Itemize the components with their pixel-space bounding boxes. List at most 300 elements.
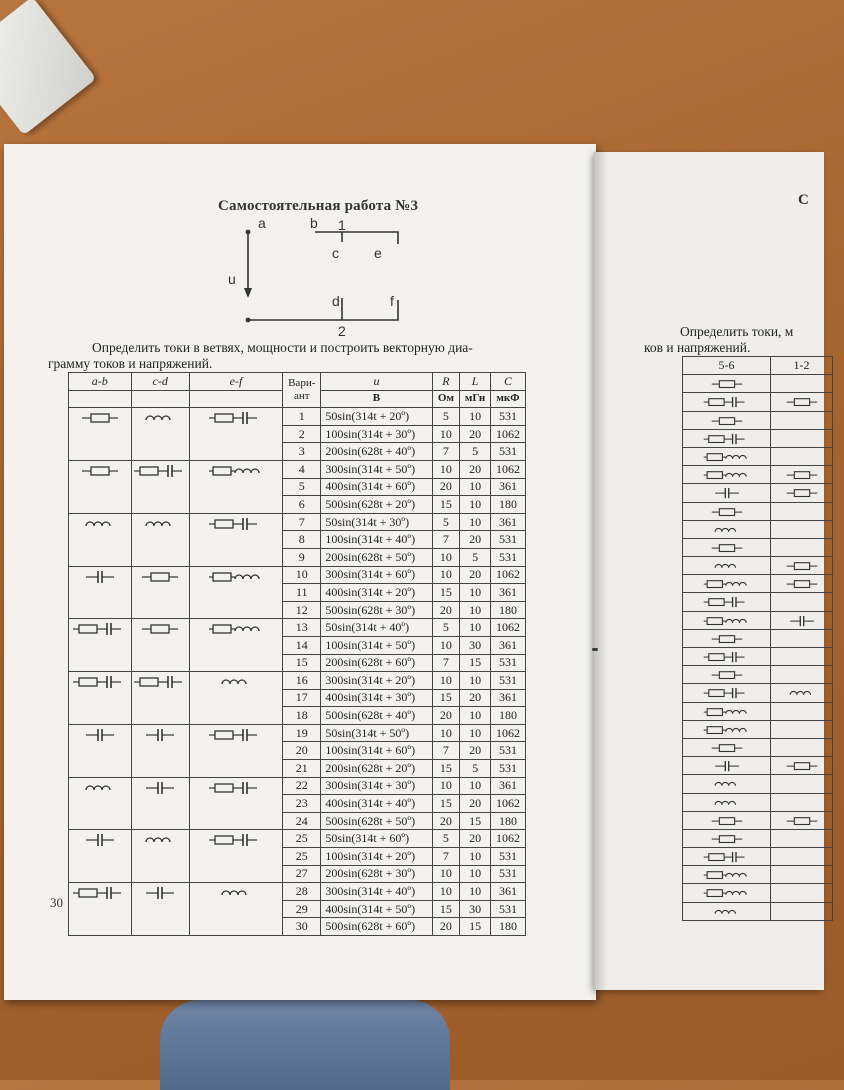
resistor-symbol-icon: [785, 561, 819, 571]
inductance-cell: 20: [460, 460, 491, 478]
branch-cd-cell: [131, 724, 189, 777]
branch-56-cell: [683, 593, 771, 611]
variant-cell: 29: [283, 900, 321, 918]
resistor-capacitor-symbol-icon: [702, 652, 751, 662]
inductance-cell: 5: [460, 760, 491, 778]
branch-12-cell: [771, 884, 833, 902]
right-table-row: [683, 902, 833, 920]
branch-ab-cell: [69, 724, 132, 777]
resistance-cell: 10: [432, 636, 460, 654]
capacitance-cell: 531: [490, 900, 525, 918]
inductor-symbol-icon: [710, 779, 744, 789]
capacitance-cell: 531: [490, 848, 525, 866]
branch-12-cell: [771, 393, 833, 411]
inductance-cell: 10: [460, 619, 491, 637]
branch-12-cell: [771, 666, 833, 684]
node-label-c: c: [332, 245, 339, 261]
inductance-cell: 10: [460, 496, 491, 514]
capacitance-cell: 1062: [490, 425, 525, 443]
branch-12-cell: [771, 429, 833, 447]
capacitor-symbol-icon: [785, 616, 819, 626]
table-row: [69, 724, 526, 742]
resistor-inductor-symbol-icon: [207, 623, 265, 635]
inductance-cell: 10: [460, 601, 491, 619]
resistor-symbol-icon: [710, 416, 744, 426]
resistor-capacitor-symbol-icon: [71, 887, 129, 899]
right-table-row: [683, 684, 833, 702]
table-row: [69, 408, 526, 426]
voltage-cell: 100sin(314t + 60º): [321, 742, 432, 760]
right-table-row: [683, 666, 833, 684]
resistance-cell: 15: [432, 760, 460, 778]
variant-cell: 4: [283, 460, 321, 478]
branch-12-cell: [771, 684, 833, 702]
resistor-symbol-icon: [140, 571, 180, 583]
header-ef: e-f: [189, 373, 282, 391]
branch-12-cell: [771, 720, 833, 738]
node-label-e: e: [374, 245, 382, 261]
resistor-capacitor-symbol-icon: [702, 852, 751, 862]
right-task-line-1: Определить токи, м: [680, 324, 794, 339]
resistor-symbol-icon: [710, 543, 744, 553]
voltage-cell: 300sin(314t + 60º): [321, 566, 432, 584]
capacitor-symbol-icon: [140, 887, 180, 899]
branch-cd-cell: [131, 883, 189, 936]
branch-12-cell: [771, 611, 833, 629]
resistor-symbol-icon: [80, 412, 120, 424]
voltage-cell: 100sin(314t + 50º): [321, 636, 432, 654]
branch-12-cell: [771, 484, 833, 502]
capacitance-cell: 180: [490, 707, 525, 725]
branch-ef-cell: [189, 513, 282, 566]
capacitor-symbol-icon: [140, 782, 180, 794]
resistance-cell: 20: [432, 601, 460, 619]
branch-56-cell: [683, 757, 771, 775]
variant-cell: 13: [283, 619, 321, 637]
capacitance-cell: 1062: [490, 619, 525, 637]
unit-r: Ом: [432, 390, 460, 408]
resistor-symbol-icon: [80, 465, 120, 477]
resistance-cell: 20: [432, 812, 460, 830]
variant-cell: 6: [283, 496, 321, 514]
resistance-cell: 5: [432, 513, 460, 531]
inductance-cell: 20: [460, 795, 491, 813]
resistor-capacitor-symbol-icon: [71, 623, 129, 635]
capacitance-cell: 361: [490, 584, 525, 602]
variant-cell: 7: [283, 513, 321, 531]
resistor-inductor-symbol-icon: [702, 579, 751, 589]
resistance-cell: 15: [432, 900, 460, 918]
variant-cell: 23: [283, 795, 321, 813]
voltage-cell: 200sin(628t + 30º): [321, 865, 432, 883]
capacitance-cell: 531: [490, 760, 525, 778]
variant-cell: 25: [283, 830, 321, 848]
capacitance-cell: 531: [490, 443, 525, 461]
right-task-line-2: ков и напряжений.: [644, 340, 751, 355]
table-row: [69, 566, 526, 584]
resistance-cell: 15: [432, 584, 460, 602]
branch-ab-cell: [69, 777, 132, 830]
branch-56-cell: [683, 848, 771, 866]
inductance-cell: 10: [460, 478, 491, 496]
capacitance-cell: 531: [490, 548, 525, 566]
resistor-symbol-icon: [785, 470, 819, 480]
branch-56-cell: [683, 702, 771, 720]
branch-56-cell: [683, 793, 771, 811]
branch-cd-cell: [131, 777, 189, 830]
inductor-symbol-icon: [710, 561, 744, 571]
variant-cell: 14: [283, 636, 321, 654]
right-table-row: [683, 884, 833, 902]
inductance-cell: 30: [460, 636, 491, 654]
page-number: 30: [50, 895, 63, 910]
resistance-cell: 10: [432, 724, 460, 742]
branch-56-cell: [683, 538, 771, 556]
right-table-row: [683, 648, 833, 666]
right-table-row: [683, 629, 833, 647]
capacitance-cell: 531: [490, 742, 525, 760]
branch-12-cell: [771, 866, 833, 884]
header-cd: c-d: [131, 373, 189, 391]
branch-12-cell: [771, 702, 833, 720]
resistance-cell: 5: [432, 619, 460, 637]
node-2-dot: [246, 318, 251, 323]
inductance-cell: 10: [460, 777, 491, 795]
resistance-cell: 10: [432, 425, 460, 443]
branch-cd-cell: [131, 408, 189, 461]
inductor-symbol-icon: [710, 907, 744, 917]
capacitance-cell: 531: [490, 654, 525, 672]
branch-ef-cell: [189, 566, 282, 619]
variant-cell: 15: [283, 654, 321, 672]
resistor-capacitor-symbol-icon: [207, 729, 265, 741]
branch-12-cell: [771, 375, 833, 393]
branch-cd-cell: [131, 460, 189, 513]
branch-12-cell: [771, 775, 833, 793]
right-table-row: [683, 775, 833, 793]
variant-cell: 22: [283, 777, 321, 795]
table-row: [69, 830, 526, 848]
right-table-row: [683, 502, 833, 520]
inductor-symbol-icon: [785, 688, 819, 698]
resistor-inductor-symbol-icon: [702, 870, 751, 880]
voltage-cell: 500sin(628t + 30º): [321, 601, 432, 619]
resistance-cell: 20: [432, 707, 460, 725]
variant-cell: 1: [283, 408, 321, 426]
right-header-56: 5-6: [683, 357, 771, 375]
right-table-row: [683, 611, 833, 629]
branch-cd-cell: [131, 830, 189, 883]
voltage-cell: 100sin(314t + 20º): [321, 848, 432, 866]
inductance-cell: 15: [460, 918, 491, 936]
capacitance-cell: 361: [490, 636, 525, 654]
voltage-cell: 500sin(628t + 40º): [321, 707, 432, 725]
table-row: [69, 619, 526, 637]
capacitor-symbol-icon: [710, 488, 744, 498]
inductance-cell: 20: [460, 742, 491, 760]
variants-table: [68, 372, 526, 936]
branch-ab-cell: [69, 566, 132, 619]
header-c: C: [490, 373, 525, 391]
eraser: [0, 0, 96, 135]
branch-12-cell: [771, 538, 833, 556]
voltage-cell: 300sin(314t + 40º): [321, 883, 432, 901]
capacitance-cell: 361: [490, 478, 525, 496]
right-table-row: [683, 793, 833, 811]
inductance-cell: 10: [460, 724, 491, 742]
capacitor-symbol-icon: [140, 729, 180, 741]
right-table-row: [683, 829, 833, 847]
task-line-2: грамму токов и напряжений.: [48, 356, 213, 371]
units-empty-ab: [69, 390, 132, 408]
branch-ef-cell: [189, 830, 282, 883]
resistance-cell: 7: [432, 742, 460, 760]
header-ab: a-b: [69, 373, 132, 391]
resistance-cell: 7: [432, 654, 460, 672]
voltage-cell: 100sin(314t + 30º): [321, 425, 432, 443]
right-table-row: [683, 575, 833, 593]
right-table-row: [683, 738, 833, 756]
voltage-cell: 50sin(314t + 30º): [321, 513, 432, 531]
voltage-cell: 400sin(314t + 50º): [321, 900, 432, 918]
branch-12-cell: [771, 629, 833, 647]
inductance-cell: 15: [460, 654, 491, 672]
branch-56-cell: [683, 811, 771, 829]
resistor-symbol-icon: [710, 507, 744, 517]
variant-cell: 5: [283, 478, 321, 496]
variant-cell: 3: [283, 443, 321, 461]
inductance-cell: 20: [460, 531, 491, 549]
table-row: [69, 672, 526, 690]
right-table-row: [683, 557, 833, 575]
branch-12-cell: [771, 502, 833, 520]
resistance-cell: 20: [432, 478, 460, 496]
capacitance-cell: 180: [490, 601, 525, 619]
right-header-12: 1-2: [771, 357, 833, 375]
resistance-cell: 10: [432, 865, 460, 883]
voltage-cell: 500sin(628t + 60º): [321, 918, 432, 936]
voltage-cell: 100sin(314t + 40º): [321, 531, 432, 549]
branch-ef-cell: [189, 883, 282, 936]
branch-12-cell: [771, 757, 833, 775]
voltage-cell: 50sin(314t + 40º): [321, 619, 432, 637]
voltage-cell: 300sin(314t + 20º): [321, 672, 432, 690]
resistance-cell: 10: [432, 460, 460, 478]
resistor-symbol-icon: [710, 743, 744, 753]
variant-cell: 9: [283, 548, 321, 566]
inductance-cell: 5: [460, 443, 491, 461]
branch-56-cell: [683, 884, 771, 902]
branch-56-cell: [683, 866, 771, 884]
right-table-row: [683, 466, 833, 484]
branch-56-cell: [683, 775, 771, 793]
voltage-cell: 400sin(314t + 30º): [321, 689, 432, 707]
resistor-inductor-symbol-icon: [702, 616, 751, 626]
branch-12-cell: [771, 848, 833, 866]
branch-56-cell: [683, 411, 771, 429]
capacitance-cell: 1062: [490, 724, 525, 742]
branch-12-cell: [771, 593, 833, 611]
resistance-cell: 7: [432, 848, 460, 866]
node-label-1: 1: [338, 217, 346, 233]
header-r: R: [432, 373, 460, 391]
voltage-cell: 50sin(314t + 60º): [321, 830, 432, 848]
resistance-cell: 5: [432, 408, 460, 426]
capacitance-cell: 361: [490, 883, 525, 901]
unit-c: мкФ: [490, 390, 525, 408]
voltage-cell: 50sin(314t + 50º): [321, 724, 432, 742]
node-label-f: f: [390, 293, 394, 309]
voltage-cell: 300sin(314t + 30º): [321, 777, 432, 795]
branch-ef-cell: [189, 619, 282, 672]
branch-cd-cell: [131, 513, 189, 566]
variant-cell: 8: [283, 531, 321, 549]
circuit-bottom-wire: [248, 300, 398, 320]
node-label-b: b: [310, 215, 318, 231]
branch-cd-cell: [131, 672, 189, 725]
inductance-cell: 10: [460, 584, 491, 602]
inductor-symbol-icon: [80, 782, 120, 794]
voltage-cell: 200sin(628t + 20º): [321, 760, 432, 778]
resistor-capacitor-symbol-icon: [207, 518, 265, 530]
capacitance-cell: 1062: [490, 460, 525, 478]
voltage-cell: 400sin(314t + 20º): [321, 584, 432, 602]
capacitance-cell: 361: [490, 777, 525, 795]
inductance-cell: 20: [460, 566, 491, 584]
branch-56-cell: [683, 575, 771, 593]
resistor-capacitor-symbol-icon: [71, 676, 129, 688]
branch-12-cell: [771, 575, 833, 593]
branch-56-cell: [683, 520, 771, 538]
resistance-cell: 10: [432, 672, 460, 690]
branch-56-cell: [683, 429, 771, 447]
resistor-inductor-symbol-icon: [702, 707, 751, 717]
resistor-symbol-icon: [710, 379, 744, 389]
inductance-cell: 10: [460, 672, 491, 690]
voltage-arrow: [244, 288, 252, 298]
right-table-row: [683, 757, 833, 775]
resistor-symbol-icon: [785, 816, 819, 826]
branch-56-cell: [683, 666, 771, 684]
branch-12-cell: [771, 411, 833, 429]
resistor-capacitor-symbol-icon: [132, 676, 190, 688]
capacitance-cell: 180: [490, 918, 525, 936]
resistor-capacitor-symbol-icon: [207, 834, 265, 846]
page-title: Самостоятельная работа №3: [218, 198, 419, 214]
resistance-cell: 15: [432, 795, 460, 813]
right-table-row: [683, 393, 833, 411]
branch-ab-cell: [69, 513, 132, 566]
right-task-text: [644, 324, 844, 356]
resistor-inductor-symbol-icon: [702, 725, 751, 735]
capacitance-cell: 1062: [490, 830, 525, 848]
inductance-cell: 5: [460, 548, 491, 566]
branch-ab-cell: [69, 830, 132, 883]
header-l: L: [460, 373, 491, 391]
branch-cd-cell: [131, 566, 189, 619]
resistor-inductor-symbol-icon: [207, 571, 265, 583]
resistor-inductor-symbol-icon: [702, 470, 751, 480]
resistance-cell: 10: [432, 566, 460, 584]
right-table-row: [683, 866, 833, 884]
capacitor-symbol-icon: [80, 834, 120, 846]
inductor-symbol-icon: [216, 887, 256, 899]
branch-56-cell: [683, 648, 771, 666]
variant-cell: 10: [283, 566, 321, 584]
branch-56-cell: [683, 902, 771, 920]
branch-56-cell: [683, 629, 771, 647]
right-table-row: [683, 429, 833, 447]
table-row: [69, 513, 526, 531]
resistance-cell: 15: [432, 689, 460, 707]
voltage-cell: 200sin(628t + 40º): [321, 443, 432, 461]
resistor-inductor-symbol-icon: [702, 452, 751, 462]
inductance-cell: 30: [460, 900, 491, 918]
capacitance-cell: 531: [490, 672, 525, 690]
capacitance-cell: 361: [490, 513, 525, 531]
branch-ab-cell: [69, 408, 132, 461]
variant-cell: 2: [283, 425, 321, 443]
variant-cell: 18: [283, 707, 321, 725]
right-table-row: [683, 520, 833, 538]
branch-56-cell: [683, 720, 771, 738]
voltage-cell: 400sin(314t + 40º): [321, 795, 432, 813]
variant-cell: 17: [283, 689, 321, 707]
right-table-body: [683, 375, 833, 921]
resistor-capacitor-symbol-icon: [702, 434, 751, 444]
capacitor-symbol-icon: [80, 729, 120, 741]
table-row: [69, 777, 526, 795]
circuit-diagram: [220, 212, 420, 342]
resistor-symbol-icon: [785, 397, 819, 407]
branch-56-cell: [683, 447, 771, 465]
resistor-capacitor-symbol-icon: [207, 782, 265, 794]
voltage-cell: 500sin(628t + 50º): [321, 812, 432, 830]
resistor-capacitor-symbol-icon: [702, 597, 751, 607]
resistor-capacitor-symbol-icon: [702, 688, 751, 698]
capacitance-cell: 1062: [490, 795, 525, 813]
inductance-cell: 15: [460, 812, 491, 830]
branch-56-cell: [683, 502, 771, 520]
inductance-cell: 20: [460, 425, 491, 443]
branch-56-cell: [683, 738, 771, 756]
variant-cell: 30: [283, 918, 321, 936]
resistor-symbol-icon: [785, 761, 819, 771]
branch-ab-cell: [69, 883, 132, 936]
branch-56-cell: [683, 557, 771, 575]
unit-l: мГн: [460, 390, 491, 408]
branch-ef-cell: [189, 408, 282, 461]
variant-cell: 28: [283, 883, 321, 901]
inductance-cell: 10: [460, 865, 491, 883]
unit-u: В: [321, 390, 432, 408]
right-table-row: [683, 593, 833, 611]
capacitance-cell: 361: [490, 689, 525, 707]
branch-12-cell: [771, 902, 833, 920]
inductor-symbol-icon: [710, 798, 744, 808]
right-table-row: [683, 484, 833, 502]
node-label-2: 2: [338, 323, 346, 339]
resistor-capacitor-symbol-icon: [702, 397, 751, 407]
variant-cell: 27: [283, 865, 321, 883]
resistance-cell: 10: [432, 883, 460, 901]
inductor-symbol-icon: [710, 525, 744, 535]
node-label-d: d: [332, 293, 340, 309]
variant-cell: 16: [283, 672, 321, 690]
branch-56-cell: [683, 611, 771, 629]
inductance-cell: 10: [460, 707, 491, 725]
variant-cell: 11: [283, 584, 321, 602]
